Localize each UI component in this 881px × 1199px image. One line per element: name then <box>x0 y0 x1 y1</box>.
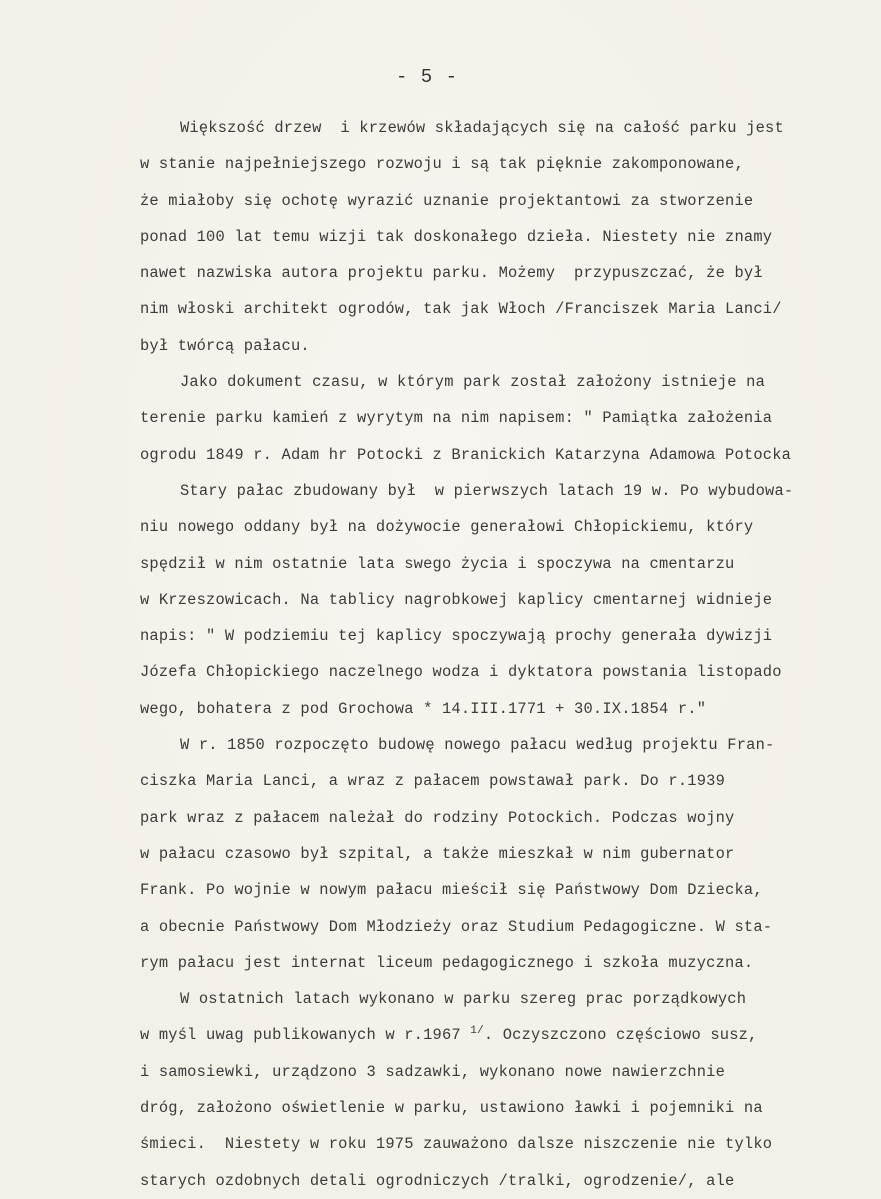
line-text: W ostatnich latach wykonano w parku szereg prac porządkowych <box>180 990 747 1009</box>
text-line <box>140 1054 880 1090</box>
line-text: nim włoski architekt ogrodów, tak jak Włoch /Franciszek Maria Lanci/ <box>140 300 782 319</box>
text-line <box>140 800 880 836</box>
text-line <box>140 255 880 291</box>
text-line <box>140 763 880 799</box>
line-text: starych ozdobnych detali ogrodniczych /tralki, ogrodzenie/, ale <box>140 1171 735 1190</box>
text-line <box>140 727 880 763</box>
text-line <box>140 509 880 545</box>
text-line <box>140 291 880 327</box>
text-line <box>140 836 880 872</box>
text-line <box>140 146 880 182</box>
line-text: w Krzeszowicach. Na tablicy nagrobkowej kaplicy cmentarnej widnieje <box>140 590 773 609</box>
line-text: rym pałacu jest internat liceum pedagogicznego i szkoła muzyczna. <box>140 953 754 972</box>
text-line <box>140 945 880 981</box>
line-text: niu nowego oddany był na dożywocie generałowi Chłopickiemu, który <box>140 518 754 537</box>
line-text: śmieci. Niestety w roku 1975 zauważono dalsze niszczenie nie tylko <box>140 1135 773 1154</box>
line-text: w stanie najpełniejszego rozwoju i są tak pięknie zakomponowane, <box>140 155 744 174</box>
text-line <box>140 1126 880 1162</box>
line-text: nawet nazwiska autora projektu parku. Możemy przypuszczać, że był <box>140 264 763 283</box>
line-text: Stary pałac zbudowany był w pierwszych latach 19 w. Po wybudowa- <box>180 481 794 500</box>
text-line <box>140 654 880 690</box>
text-line <box>140 473 880 509</box>
line-text: napis: " W podziemiu tej kaplicy spoczywają prochy generała dywizji <box>140 627 773 646</box>
text-line <box>140 981 880 1017</box>
text-line <box>140 400 880 436</box>
text-line <box>140 546 880 582</box>
text-line <box>140 618 880 654</box>
line-text: Frank. Po wojnie w nowym pałacu mieścił się Państwowy Dom Dziecka, <box>140 881 763 900</box>
line-text: ciszka Maria Lanci, a wraz z pałacem powstawał park. Do r.1939 <box>140 772 726 791</box>
line-text: Józefa Chłopickiego naczelnego wodza i dyktatora powstania listopado <box>140 663 782 682</box>
line-text: W r. 1850 rozpoczęto budowę nowego pałacu według projektu Fran- <box>180 736 775 755</box>
text-line <box>140 582 880 618</box>
line-text: Jako dokument czasu, w którym park został założony istnieje na <box>180 373 766 392</box>
line-text: i samosiewki, urządzono 3 sadzawki, wykonano nowe nawierzchnie <box>140 1062 726 1081</box>
line-text: był twórcą pałacu. <box>140 336 310 355</box>
line-text: a obecnie Państwowy Dom Młodzieży oraz Studium Pedagogiczne. W sta- <box>140 917 773 936</box>
text-line <box>140 1090 880 1126</box>
line-text: terenie parku kamień z wyrytym na nim napisem: " Pamiątka założenia <box>140 409 773 428</box>
footnote-marker: 1/ <box>470 1025 484 1038</box>
text-line <box>140 364 880 400</box>
text-line <box>140 1017 880 1053</box>
text-line <box>140 219 880 255</box>
line-text-continued: . Oczyszczono częściowo susz, <box>483 1026 758 1045</box>
line-text: park wraz z pałacem należał do rodziny Potockich. Podczas wojny <box>140 808 735 827</box>
line-text: dróg, założono oświetlenie w parku, ustawiono ławki i pojemniki na <box>140 1099 763 1118</box>
line-text: ogrodu 1849 r. Adam hr Potocki z Branickich Katarzyna Adamowa Potocka <box>140 445 792 464</box>
text-line <box>140 110 880 146</box>
text-line <box>140 437 880 473</box>
line-text: wego, bohatera z pod Grochowa * 14.III.1771 + 30.IX.1854 r." <box>140 699 707 718</box>
line-text: ponad 100 lat temu wizji tak doskonałego dzieła. Niestety nie znamy <box>140 227 773 246</box>
text-line <box>140 872 880 908</box>
text-line <box>140 909 880 945</box>
line-text: w pałacu czasowo był szpital, a także mieszkał w nim gubernator <box>140 844 735 863</box>
text-line <box>140 1163 880 1199</box>
body-text <box>140 110 880 1199</box>
text-line <box>140 691 880 727</box>
text-line <box>140 328 880 364</box>
line-text: Większość drzew i krzewów składających się na całość parku jest <box>180 119 784 137</box>
text-line <box>140 183 880 219</box>
line-text: spędził w nim ostatnie lata swego życia i spoczywa na cmentarzu <box>140 554 735 573</box>
line-text: że miałoby się ochotę wyrazić uznanie projektantowi za stworzenie <box>140 191 754 210</box>
page-number: - 5 - <box>396 66 459 88</box>
line-text: w myśl uwag publikowanych w r.1967 <box>140 1026 471 1045</box>
